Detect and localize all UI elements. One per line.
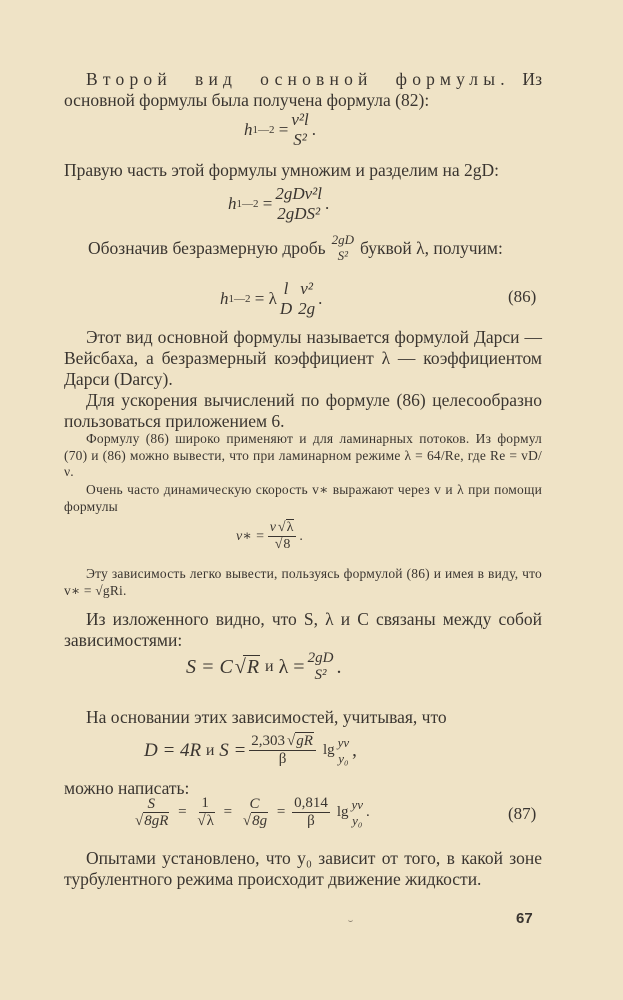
small-text-2: Очень часто динамическую скорость v∗ выражают через v и λ при помощи формулы: [64, 482, 542, 514]
rel-num: 2gD: [307, 650, 334, 666]
eq87-f4-den: β: [307, 813, 315, 830]
print-speck: [348, 918, 353, 922]
equation-d-s: D = 4R и S = $\frac{2,303√ gR}{\beta}$ lg yv y₀ ,: [144, 733, 357, 769]
eq87-f3-root: √ 8g: [251, 812, 268, 829]
eq82-denominator: S²: [293, 130, 307, 149]
eqm-numerator: 2gDv²l: [275, 184, 322, 203]
vstar-lhs: v∗ =: [236, 529, 265, 545]
eq86-f2-den: 2g: [298, 299, 316, 318]
s-lg-num: yv: [337, 734, 350, 750]
equation-vstar: v∗ = v√ λ √ 8 .: [236, 520, 303, 553]
small-paragraph-2: [64, 482, 542, 515]
s-lhs: S =: [219, 739, 247, 761]
s-num-root: √ gR: [295, 732, 314, 749]
relations-text: Из изложенного видно, что S, λ и C связаны между собой зависимостями:: [64, 609, 542, 650]
s-num-coef: 2,303: [251, 733, 286, 749]
eq82-subscript: 1—2: [252, 124, 275, 136]
equation-87: S √ 8gR = 1 √ λ = C √ 8g = $\frac{0,814}{\beta}$ lg yv y₀ .: [128, 795, 370, 831]
s-lg-den: y₀: [338, 750, 349, 766]
eq87-label: (87): [508, 804, 537, 823]
rel-den: S²: [314, 667, 327, 683]
eq87-lg: lg: [336, 804, 349, 821]
eq86-subscript: 1—2: [228, 293, 251, 305]
vstar-num-root: √ λ: [286, 519, 294, 535]
equation-86: h 1—2 = λ l D v² 2g .: [220, 279, 323, 318]
eq87-lg-den: y₀: [352, 812, 363, 828]
darcy-paragraph: [64, 327, 542, 390]
denote-start: Обозначив безразмерную дробь: [88, 237, 326, 258]
equation-relations: S = C √ R и λ = 2gD S² .: [186, 650, 341, 684]
denote-num: 2gD: [331, 232, 355, 247]
eq87-f1-num: S: [147, 795, 155, 812]
eq86-f2-num: v²: [300, 279, 313, 298]
eq87-f4-num: 0,814: [292, 795, 330, 813]
small-text-1: Формулу (86) широко применяют и для ламинарных потоков. Из формул (70) и (86) можно вывести, что при ламинарном режиме λ = 64/Re, где Re = vD/ν.: [64, 431, 542, 479]
denote-end: буквой λ, получим:: [360, 237, 503, 258]
can-write-text: можно написать:: [64, 778, 190, 798]
eqm-subscript: 1—2: [236, 198, 259, 210]
eq87-f2-root: √ λ: [205, 812, 215, 829]
eq86-f1-den: D: [279, 299, 293, 318]
equation-82: h 1—2 = v²l S² .: [244, 110, 316, 149]
denote-den: S²: [337, 248, 349, 263]
speed-text: Для ускорения вычислений по формуле (86) целесообразно пользоваться приложением 6.: [64, 390, 542, 431]
small-text-3: Эту зависимость легко вывести, пользуясь формулой (86) и имея в виду, что v∗ = √gRi.: [64, 566, 542, 598]
eq86-lambda: λ: [268, 289, 277, 308]
vstar-den-root: √ 8: [283, 536, 292, 552]
d-eq: D = 4R: [144, 739, 202, 761]
intro-text: . Из основной формулы была получена формула (82):: [64, 69, 542, 110]
page-number: 67: [516, 910, 533, 927]
small-paragraph-1: [64, 431, 542, 481]
eq86-f1-num: l: [283, 279, 289, 298]
darcy-text: Этот вид основной формулы называется формулой Дарси — Вейсбаха, а безразмерный коэффициент λ — коэффициентом Дарси (Darcy).: [64, 327, 542, 389]
eq87-f3-num: C: [249, 795, 260, 812]
intro-paragraph: [64, 69, 542, 111]
basis-text: На основании этих зависимостей, учитывая, что: [86, 707, 447, 727]
rel-root: √ R: [243, 655, 260, 678]
speed-paragraph: [64, 390, 542, 432]
eq87-lg-num: yv: [351, 796, 364, 812]
basis-paragraph: [64, 707, 542, 728]
rel-and: и: [265, 658, 274, 675]
d-and: и: [205, 741, 215, 759]
rel-lambda: λ =: [278, 655, 305, 678]
final-text: Опытами установлено, что y₀ зависит от того, в какой зоне турбулентного режима происходит движение жидкости.: [64, 848, 542, 889]
relations-paragraph: [64, 609, 542, 651]
multiply-paragraph: [64, 160, 542, 181]
eq82-lhs: h: [244, 120, 253, 139]
eqm-denominator: 2gDS²: [277, 204, 321, 223]
vstar-num-v: v: [269, 520, 276, 535]
eq87-f2-num: 1: [199, 795, 211, 813]
eq82-numerator: v²l: [291, 110, 309, 129]
denote-line: [88, 232, 503, 264]
equation-multiplied: h 1—2 = 2gDv²l 2gDS² .: [228, 184, 330, 223]
s-den: β: [278, 751, 287, 768]
rel-lhs: S = C: [186, 655, 233, 678]
multiply-text: Правую часть этой формулы умножим и разделим на 2gD:: [64, 160, 500, 180]
small-paragraph-3: [64, 566, 542, 599]
eq87-f1-root: √ 8gR: [143, 812, 169, 829]
final-paragraph: [64, 848, 542, 890]
s-lg: lg: [322, 742, 335, 759]
eq86-label: (86): [508, 287, 537, 306]
section-title: Второй вид основной формулы: [86, 69, 501, 89]
